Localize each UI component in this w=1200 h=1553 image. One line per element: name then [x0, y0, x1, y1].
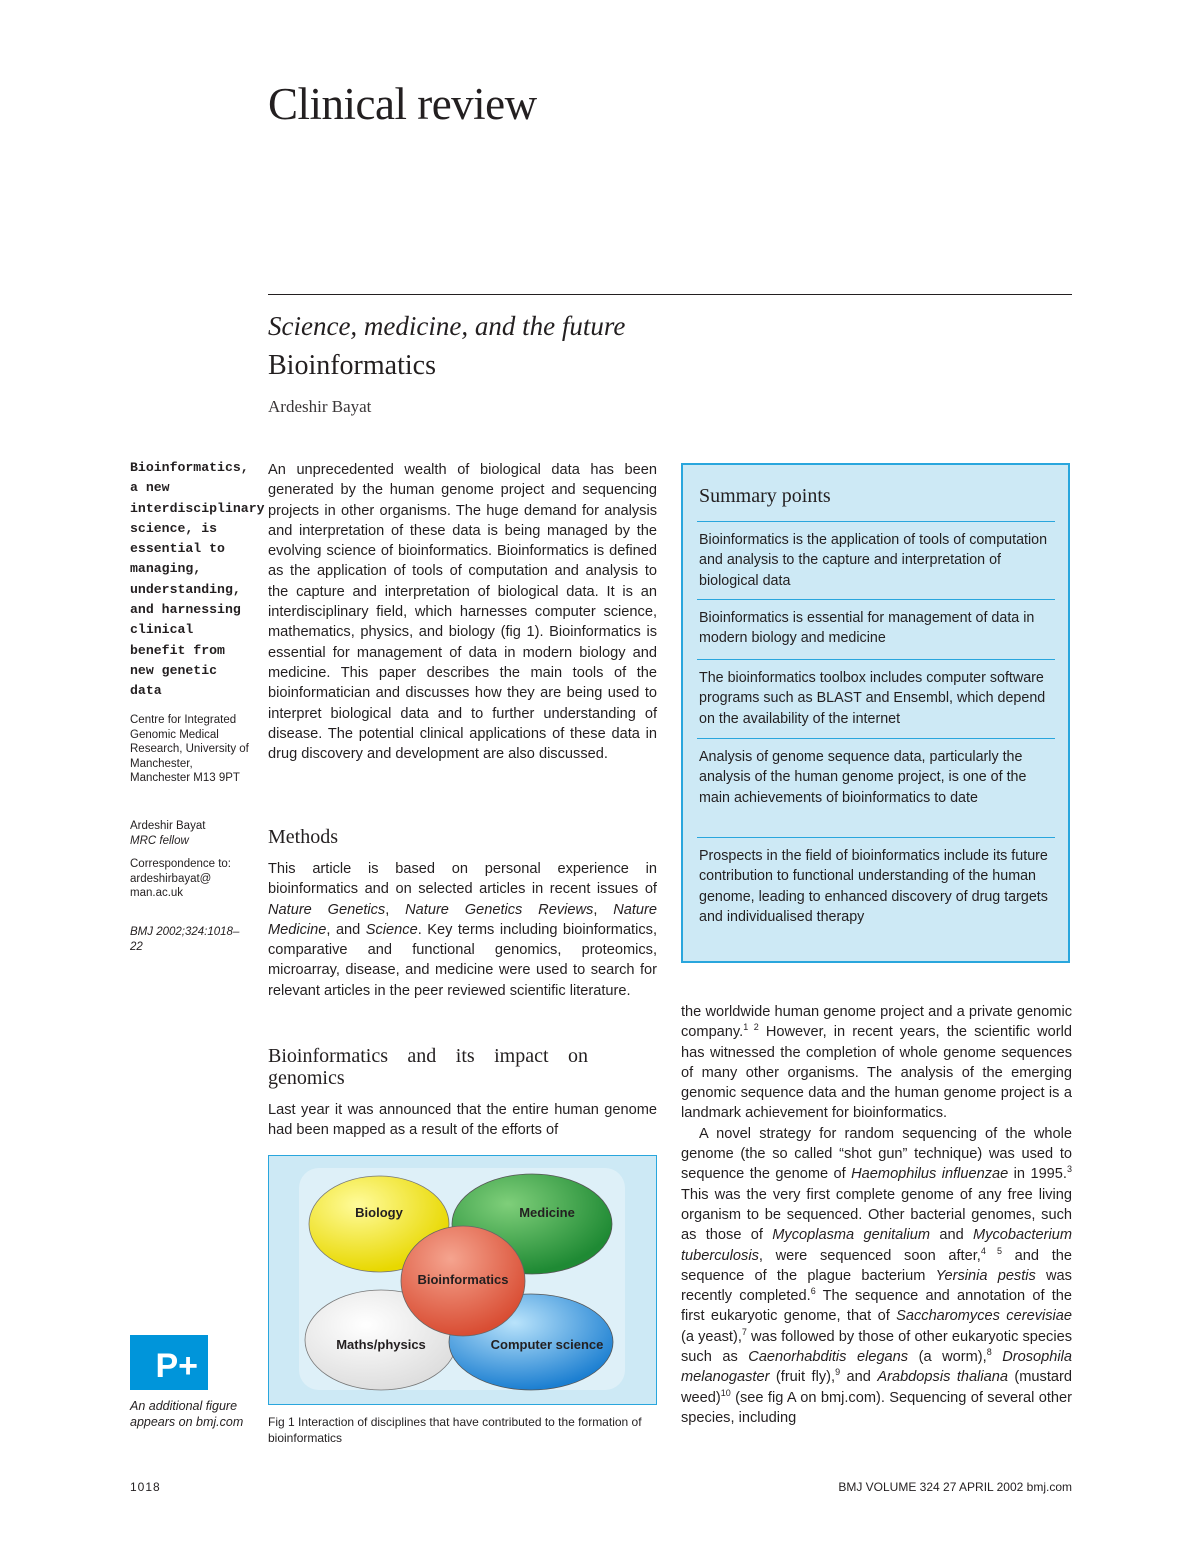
impact-text: Last year it was announced that the entire human genome had been mapped as a result of the efforts of [268, 1102, 657, 1139]
label-computer-science: Computer science [490, 1337, 604, 1352]
section-title: Clinical review [268, 79, 537, 129]
article-author: Ardeshir Bayat [268, 397, 372, 416]
figure-caption: Fig 1 Interaction of disciplines that have contributed to the formation of bioinformatics [268, 1415, 642, 1445]
label-bioinformatics: Bioinformatics [417, 1272, 509, 1287]
title-rule [268, 294, 1072, 295]
col2-paragraph-2: A novel strategy for random sequencing of the whole genome (the so called “shot gun” technique) was used to sequence the genome of Haemophilus influenzae in 1995.$^3$ This was the very first complete genome of any free living organism to be sequenced. Other bacterial genomes, such as those of Mycoplasma genitalium and Mycobacterium tuberculosis, were sequenced soon after,$^{4 5}$ and the sequence of the plague bacterium Yersinia pestis was recently completed.$^6$ The sequence and annotation of the first eukaryotic genome, that of Saccharomyces cerevisiae (a yeast),$^7$ was followed by those of other eukaryotic species such as Caenorhabditis elegans (a worm),$^8$ Drosophila melanogaster (fruit fly),$^9$ and Arabdopsis thaliana (mustard weed)$^{10}$ (see fig A on bmj.com). Sequencing of several other species, including [681, 1125, 1073, 1426]
methods-paragraph [268, 859, 657, 1001]
summary-point: Analysis of genome sequence data, particularly the analysis of the human genome project, is one of the main achievements of bioinformatics to date [699, 749, 1027, 806]
citation: BMJ 2002;324:1018–22 [130, 926, 240, 953]
correspondence-label: Correspondence to: [130, 858, 232, 870]
summary-divider [697, 659, 1055, 660]
page-number: 1018 [130, 1480, 161, 1494]
summary-title: Summary points [699, 485, 831, 507]
figure-1 [268, 1155, 657, 1405]
summary-point: Bioinformatics is essential for management of data in modern biology and medicine [699, 610, 1035, 647]
methods-heading: Methods [268, 826, 338, 848]
impact-paragraph [268, 1100, 657, 1141]
sidebar-author-role: MRC fellow [130, 834, 189, 847]
web-extra-caption: An additional figure appears on bmj.com [130, 1399, 244, 1429]
summary-divider [697, 837, 1055, 838]
impact-heading: Bioinformatics and its impact on genomics [268, 1045, 588, 1089]
web-extra-badge-label: P+ [155, 1347, 198, 1385]
article-title: Bioinformatics [268, 350, 436, 381]
affiliation: Centre for Integrated Genomic Medical Research, University of Manchester, Manchester M13 9PT [130, 714, 249, 784]
journal-footer: BMJ VOLUME 324 27 APRIL 2002 bmj.com [838, 1480, 1072, 1494]
summary-divider [697, 521, 1055, 522]
summary-divider [697, 738, 1055, 739]
sidebar-author-name: Ardeshir Bayat [130, 820, 206, 832]
column-2-text [681, 1002, 1072, 1428]
series-title: Science, medicine, and the future [268, 311, 626, 341]
author-note [130, 819, 250, 848]
summary-point: Prospects in the field of bioinformatics include its future contribution to functional understanding of the human genome, leading to enhanced discovery of drug targets and individualised therapy [699, 848, 1048, 925]
correspondence [130, 857, 250, 901]
summary-point: The bioinformatics toolbox includes computer software programs such as BLAST and Ensembl, which depend on the availability of the internet [699, 670, 1046, 727]
intro-text: An unprecedented wealth of biological data has been generated by the human genome project and sequencing projects in other organisms. The huge demand for analysis and interpretation of these data is being managed by the evolving science of bioinformatics. Bioinformatics is defined as the application of tools of computation and analysis to the capture and interpretation of biological data. It is an interdisciplinary field, which harnesses computer science, mathematics, physics, and biology (fig 1). Bioinformatics is essential for management of data in modern biology and medicine. This paper describes the main tools of the bioinformatician and discusses how they are being used to interpret biological data and to further understanding of disease. The potential clinical applications of these data in drug discovery and development are also discussed. [268, 462, 657, 763]
summary-point: Bioinformatics is the application of tools of computation and analysis to the capture and interpretation of biological data [699, 532, 1048, 589]
label-biology: Biology [355, 1205, 403, 1220]
intro-paragraph [268, 460, 657, 764]
correspondence-email[interactable]: ardeshirbayat@ man.ac.uk [130, 872, 212, 899]
label-maths: Maths/physics [336, 1337, 426, 1352]
summary-points-box [681, 463, 1070, 963]
col2-paragraph-1: the worldwide human genome project and a private genomic company.$^{1 2}$ However, in recent years, the scientific world has witnessed the completion of whole genome sequences of many other organisms. The analysis of the emerging genomic sequence data and the human genome project is a landmark achievement for bioinformatics. [681, 1004, 1073, 1122]
web-extra-badge[interactable] [130, 1335, 208, 1390]
methods-text: This article is based on personal experience in bioinformatics and on selected articles in recent issues of Nature Genetics, Nature Genetics Reviews, Nature Medicine, and Science. Key terms including bioinformatics, comparative and functional genomics, proteomics, microarray, disease, and medicine were used to search for relevant articles in the peer reviewed scientific literature. [268, 861, 658, 999]
pull-quote: Bioinformatics, a new interdisciplinary science, is essential to managing, understanding, and harnessing clinical benefit from new genetic data [130, 460, 265, 699]
summary-divider [697, 599, 1055, 600]
venn-diagram [269, 1156, 655, 1403]
label-medicine: Medicine [519, 1205, 575, 1220]
